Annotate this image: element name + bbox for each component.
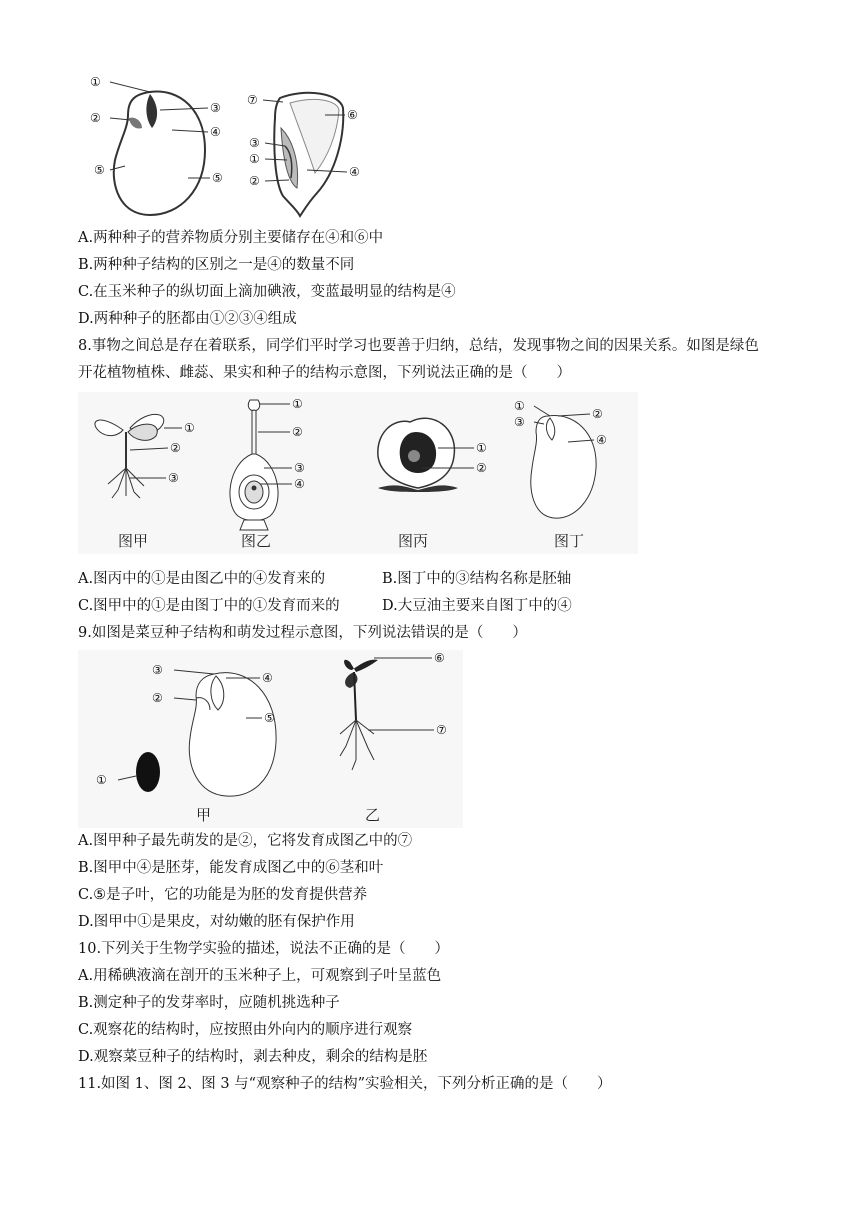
q8-yi-label-4: ④ (294, 477, 305, 491)
q7-corn-label-4: ④ (349, 165, 360, 179)
q7-corn-label-3: ③ (249, 136, 260, 150)
q9-figures (78, 650, 463, 828)
q8-stem-line-1: 8.事物之间总是存在着联系，同学们平时学习也要善于归纳，总结，发现事物之间的因果关系。如图是绿色 (78, 338, 759, 354)
q9-jia-label-4: ④ (262, 671, 273, 685)
q8-ding-label-2: ② (592, 407, 603, 421)
q8-figures (78, 392, 638, 554)
q8-option-c: C.图甲中的①是由图丁中的①发育而来的 (78, 598, 340, 614)
q7-corn-label-6: ⑥ (347, 108, 358, 122)
q7-option-d: D.两种种子的胚都由①②③④组成 (78, 311, 297, 327)
q8-stem-line-2: 开花植物植株、雌蕊、果实和种子的结构示意图，下列说法正确的是（ ） (78, 365, 571, 381)
q8-yi-label-2: ② (292, 425, 303, 439)
q10-option-d: D.观察菜豆种子的结构时，剥去种皮，剩余的结构是胚 (78, 1049, 428, 1065)
q9-stem: 9.如图是菜豆种子结构和萌发过程示意图，下列说法错误的是（ ） (78, 625, 527, 641)
q7-option-c: C.在玉米种子的纵切面上滴加碘液，变蓝最明显的结构是④ (78, 284, 456, 300)
q7-bean-label-5b: ⑤ (212, 171, 223, 185)
q7-corn-label-2: ② (249, 174, 260, 188)
q9-option-c: C.⑤是子叶，它的功能是为胚的发育提供营养 (78, 887, 368, 903)
q9-yi-label-6: ⑥ (434, 651, 445, 665)
q8-bing-label-1: ① (476, 441, 487, 455)
q8-option-b: B.图丁中的③结构名称是胚轴 (382, 571, 572, 587)
q7-bean-seed-figure (80, 70, 230, 220)
q9-option-b: B.图甲中④是胚芽，能发育成图乙中的⑥茎和叶 (78, 860, 384, 876)
q7-bean-label-3: ③ (210, 101, 221, 115)
q8-caption-ding: 图丁 (554, 532, 585, 550)
q7-bean-label-1: ① (90, 75, 101, 89)
q7-corn-label-7: ⑦ (247, 93, 258, 107)
q8-yi-label-3: ③ (294, 461, 305, 475)
q8-caption-jia: 图甲 (118, 532, 149, 550)
q9-jia-label-3: ③ (152, 663, 163, 677)
q9-yi-label-7: ⑦ (436, 723, 447, 737)
q7-bean-label-5a: ⑤ (94, 163, 105, 177)
q8-caption-yi: 图乙 (241, 532, 272, 550)
q8-ding-label-3: ③ (514, 415, 525, 429)
q8-ding-label-4: ④ (596, 433, 607, 447)
q8-jia-label-2: ② (170, 441, 181, 455)
q7-bean-label-4: ④ (210, 125, 221, 139)
q9-jia-label-2: ② (152, 691, 163, 705)
q7-corn-seed-figure (245, 88, 370, 218)
q10-option-a: A.用稀碘液滴在剖开的玉米种子上，可观察到子叶呈蓝色 (78, 968, 442, 984)
q8-option-a: A.图丙中的①是由图乙中的④发育来的 (78, 571, 326, 587)
q11-stem: 11.如图 1、图 2、图 3 与“观察种子的结构”实验相关，下列分析正确的是（ ） (78, 1076, 612, 1092)
q7-option-b: B.两种种子结构的区别之一是④的数量不同 (78, 257, 355, 273)
q8-bing-label-2: ② (476, 461, 487, 475)
q9-jia-label-1: ① (96, 773, 107, 787)
q7-option-a: A.两种种子的营养物质分别主要储存在④和⑥中 (78, 230, 384, 246)
q9-option-a: A.图甲种子最先萌发的是②，它将发育成图乙中的⑦ (78, 833, 413, 849)
q8-caption-bing: 图丙 (398, 532, 429, 550)
q9-option-d: D.图甲中①是果皮，对幼嫩的胚有保护作用 (78, 914, 355, 930)
q9-caption-jia: 甲 (196, 806, 212, 824)
q10-stem: 10.下列关于生物学实验的描述，说法不正确的是（ ） (78, 941, 450, 957)
q8-ding-label-1: ① (514, 399, 525, 413)
q10-option-c: C.观察花的结构时，应按照由外向内的顺序进行观察 (78, 1022, 413, 1038)
q10-option-b: B.测定种子的发芽率时，应随机挑选种子 (78, 995, 340, 1011)
q9-caption-yi: 乙 (365, 806, 381, 824)
q8-jia-label-3: ③ (168, 471, 179, 485)
q8-yi-label-1: ① (292, 397, 303, 411)
q8-option-d: D.大豆油主要来自图丁中的④ (382, 598, 572, 614)
q9-jia-label-5: ⑤ (264, 711, 275, 725)
q8-jia-label-1: ① (184, 421, 195, 435)
q7-bean-label-2: ② (90, 111, 101, 125)
q7-corn-label-1: ① (249, 152, 260, 166)
